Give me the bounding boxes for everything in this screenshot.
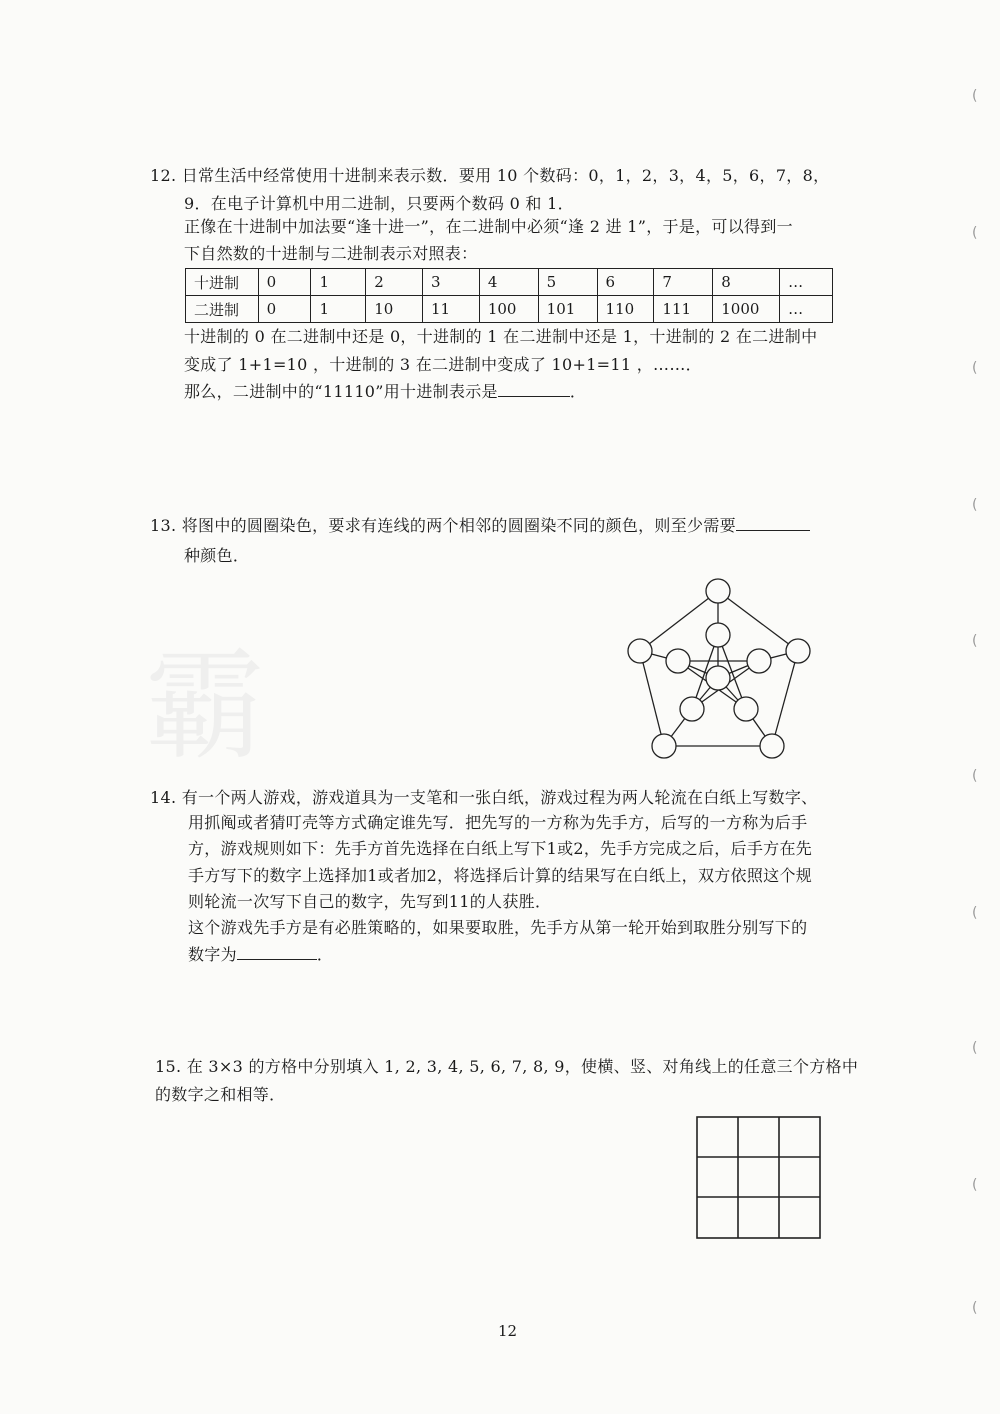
- graph-node: [706, 579, 730, 603]
- table-cell: 二进制: [186, 296, 259, 323]
- q12-question-text: 那么，二进制中的“11110”用十进制表示是: [184, 382, 498, 401]
- graph-node: [734, 697, 758, 721]
- table-row: [186, 269, 833, 296]
- q13-line2: 种颜色．: [184, 546, 250, 565]
- table-cell: 10: [366, 296, 423, 323]
- table-cell: 3: [423, 269, 480, 296]
- graph-node: [628, 639, 652, 663]
- q12-line7: [184, 382, 586, 402]
- q12-period: ．: [569, 382, 587, 401]
- q12-line1: 12. 日常生活中经常使用十进制来表示数．要用 10 个数码：0，1，2，3，4，5，6，7，8，: [150, 166, 830, 185]
- q12-line4: 下自然数的十进制与二进制表示对照表：: [184, 244, 478, 263]
- graph-node: [706, 666, 730, 690]
- q14-line6: 这个游戏先手方是有必胜策略的，如果要取胜，先手方从第一轮开始到取胜分别写下的: [188, 918, 808, 937]
- table-cell: 6: [597, 269, 654, 296]
- binding-mark: (: [972, 905, 978, 921]
- q14-period: ．: [316, 945, 334, 964]
- table-cell: 7: [654, 269, 713, 296]
- graph-node: [786, 639, 810, 663]
- q14-line1: 14. 有一个两人游戏，游戏道具为一支笔和一张白纸，游戏过程为两人轮流在白纸上写数字、: [150, 788, 818, 807]
- graph-node: [706, 623, 730, 647]
- q15-line2: 的数字之和相等．: [155, 1085, 286, 1104]
- table-cell: …: [780, 296, 833, 323]
- q12-line2: 9．在电子计算机中用二进制，只要两个数码 0 和 1．: [184, 194, 574, 213]
- magic-square-grid: [696, 1116, 822, 1240]
- q12-line5: 十进制的 0 在二进制中还是 0，十进制的 1 在二进制中还是 1，十进制的 2 在二进制中: [184, 327, 818, 346]
- table-cell: 4: [479, 269, 538, 296]
- q14-line7: [188, 945, 333, 965]
- q14-question-text: 数字为: [188, 945, 237, 964]
- table-cell: 110: [597, 296, 654, 323]
- table-cell: 100: [479, 296, 538, 323]
- table-cell: 11: [423, 296, 480, 323]
- table-cell: 1000: [713, 296, 780, 323]
- binding-mark: (: [972, 497, 978, 513]
- page-number: 12: [498, 1322, 518, 1340]
- decimal-binary-table: [185, 268, 833, 323]
- q15-line1: 15. 在 3×3 的方格中分别填入 1, 2, 3, 4, 5, 6, 7, 8, 9，使横、竖、对角线上的任意三个方格中: [155, 1057, 859, 1076]
- binding-mark: (: [972, 1040, 978, 1056]
- table-cell: 101: [538, 296, 597, 323]
- table-row: [186, 296, 833, 323]
- answer-blank[interactable]: [736, 516, 810, 531]
- answer-blank[interactable]: [237, 945, 317, 960]
- table-cell: 1: [311, 296, 366, 323]
- table-cell: 0: [258, 296, 311, 323]
- table-cell: 1: [311, 269, 366, 296]
- binding-mark: (: [972, 360, 978, 376]
- graph-nodes: [628, 579, 810, 758]
- table-cell: 5: [538, 269, 597, 296]
- answer-blank[interactable]: [498, 382, 570, 397]
- petersen-graph-diagram: [622, 573, 822, 763]
- q14-line2: 用抓阄或者猜叮壳等方式确定谁先写．把先写的一方称为先手方，后写的一方称为后手: [188, 813, 808, 832]
- q14-line5: 则轮流一次写下自己的数字，先写到11的人获胜．: [188, 892, 552, 911]
- graph-node: [666, 649, 690, 673]
- table-cell: 2: [366, 269, 423, 296]
- table-cell: 十进制: [186, 269, 259, 296]
- q13-question-text: 13. 将图中的圆圈染色，要求有连线的两个相邻的圆圈染不同的颜色，则至少需要: [150, 516, 736, 535]
- graph-node: [747, 649, 771, 673]
- binding-mark: (: [972, 633, 978, 649]
- q14-line3: 方，游戏规则如下：先手方首先选择在白纸上写下1或2，先手方完成之后，后手方在先: [188, 839, 813, 858]
- q14-line4: 手方写下的数字上选择加1或者加2，将选择后计算的结果写在白纸上，双方依照这个规: [188, 866, 813, 885]
- binding-mark: (: [972, 1177, 978, 1193]
- binding-mark: (: [972, 1300, 978, 1316]
- graph-node: [652, 734, 676, 758]
- table-cell: 0: [258, 269, 311, 296]
- binding-mark: (: [972, 768, 978, 784]
- q13-line1: [150, 516, 810, 536]
- q12-line3: 正像在十进制中加法要“逢十进一”，在二进制中必须“逢 2 进 1”，于是，可以得到一: [184, 217, 793, 236]
- table-cell: …: [780, 269, 833, 296]
- graph-node: [680, 697, 704, 721]
- table-cell: 111: [654, 296, 713, 323]
- graph-node: [760, 734, 784, 758]
- watermark-ghost-left: 霸: [145, 637, 265, 776]
- binding-mark: (: [972, 88, 978, 104]
- binding-mark: (: [972, 225, 978, 241]
- table-cell: 8: [713, 269, 780, 296]
- q12-line6: 变成了 1+1=10 ，十进制的 3 在二进制中变成了 10+1=11 ，……．: [184, 355, 702, 374]
